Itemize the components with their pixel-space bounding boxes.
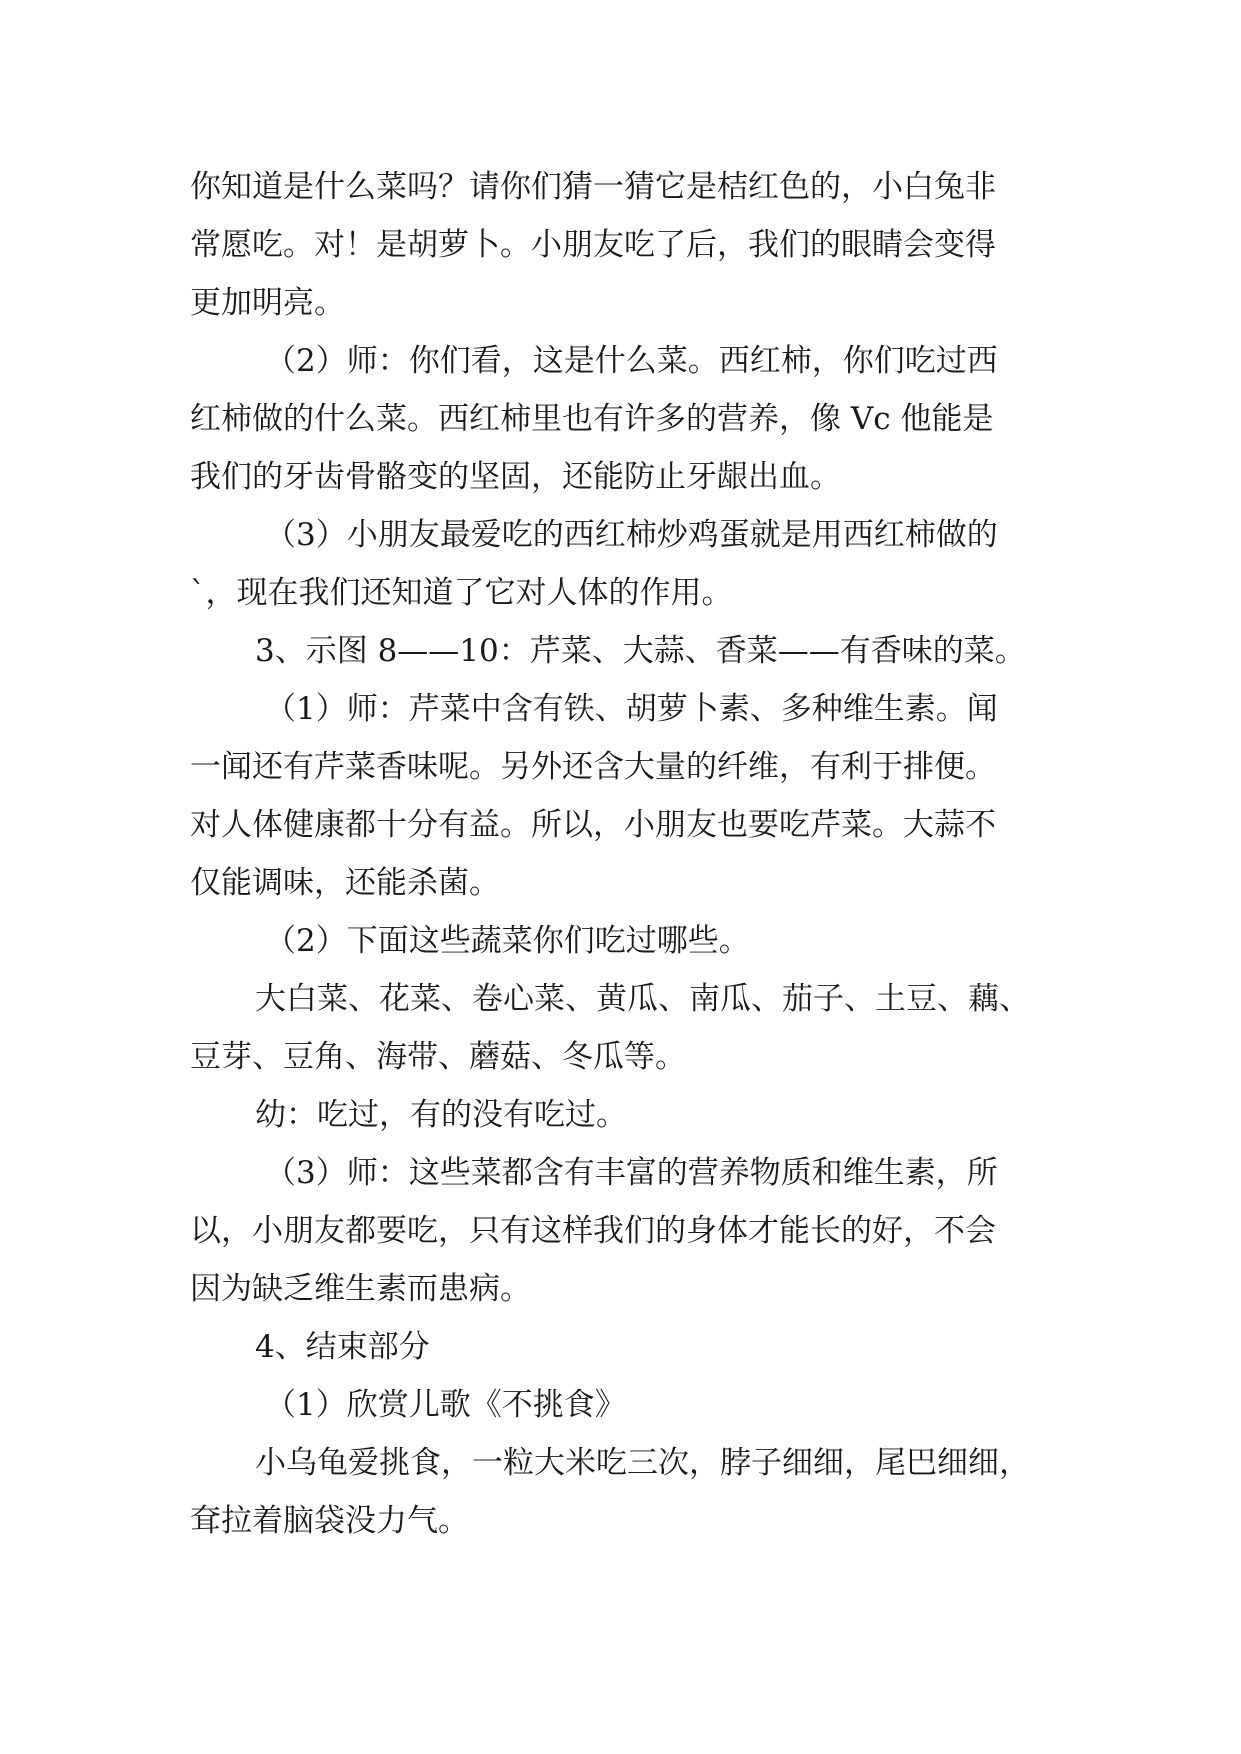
line-text: （1）师：芹菜中含有铁、胡萝卜素、多种维生素。闻 (265, 691, 998, 727)
text-line (0, 390, 1241, 448)
text-line (0, 448, 1241, 506)
line-text: 幼：吃过，有的没有吃过。 (255, 1097, 627, 1133)
line-text: 小乌龟爱挑食，一粒大米吃三次，脖子细细，尾巴细细， (255, 1445, 1030, 1481)
line-text: （1）欣赏儿歌《不挑食》 (265, 1387, 626, 1423)
text-line (0, 1202, 1241, 1260)
line-text: 3、示图 8——10：芹菜、大蒜、香菜——有香味的菜。 (255, 633, 1026, 669)
text-line (0, 738, 1241, 796)
line-text: `，现在我们还知道了它对人体的作用。 (190, 575, 733, 611)
line-text: （3）师：这些菜都含有丰富的营养物质和维生素，所 (265, 1155, 998, 1191)
text-line (0, 680, 1241, 738)
line-text: 一闻还有芹菜香味呢。另外还含大量的纤维，有利于排便。 (190, 749, 996, 785)
line-text: （3）小朋友最爱吃的西红柿炒鸡蛋就是用西红柿做的 (265, 517, 998, 553)
text-line (0, 274, 1241, 332)
line-text: 大白菜、花菜、卷心菜、黄瓜、南瓜、茄子、土豆、藕、 (255, 981, 1030, 1017)
line-text: 因为缺乏维生素而患病。 (190, 1271, 531, 1307)
text-line (0, 158, 1241, 216)
line-text: 耷拉着脑袋没力气。 (190, 1503, 469, 1539)
line-text: 你知道是什么菜吗？请你们猜一猜它是桔红色的，小白兔非 (190, 169, 996, 205)
text-line (0, 970, 1241, 1028)
text-line (0, 854, 1241, 912)
line-text: 对人体健康都十分有益。所以，小朋友也要吃芹菜。大蒜不 (190, 807, 996, 843)
text-line (0, 1028, 1241, 1086)
text-line (0, 1260, 1241, 1318)
line-text: 仅能调味，还能杀菌。 (190, 865, 500, 901)
text-line (0, 216, 1241, 274)
line-text: 更加明亮。 (190, 285, 345, 321)
line-text: 常愿吃。对！是胡萝卜。小朋友吃了后，我们的眼睛会变得 (190, 227, 996, 263)
text-line (0, 1434, 1241, 1492)
text-line (0, 1318, 1241, 1376)
text-line (0, 564, 1241, 622)
line-text: （2）下面这些蔬菜你们吃过哪些。 (265, 923, 750, 959)
text-line (0, 1144, 1241, 1202)
text-line (0, 796, 1241, 854)
text-line (0, 622, 1241, 680)
line-text: 4、结束部分 (255, 1329, 430, 1365)
line-text: 我们的牙齿骨骼变的坚固，还能防止牙龈出血。 (190, 459, 841, 495)
text-line (0, 1086, 1241, 1144)
line-text: 以，小朋友都要吃，只有这样我们的身体才能长的好，不会 (190, 1213, 996, 1249)
line-text: 红柿做的什么菜。西红柿里也有许多的营养，像 Vc 他能是 (190, 401, 994, 437)
line-text: 豆芽、豆角、海带、蘑菇、冬瓜等。 (190, 1039, 686, 1075)
text-line (0, 1492, 1241, 1550)
text-line (0, 332, 1241, 390)
text-line (0, 506, 1241, 564)
text-line (0, 1376, 1241, 1434)
line-text: （2）师：你们看，这是什么菜。西红柿，你们吃过西 (265, 343, 998, 379)
text-line (0, 912, 1241, 970)
